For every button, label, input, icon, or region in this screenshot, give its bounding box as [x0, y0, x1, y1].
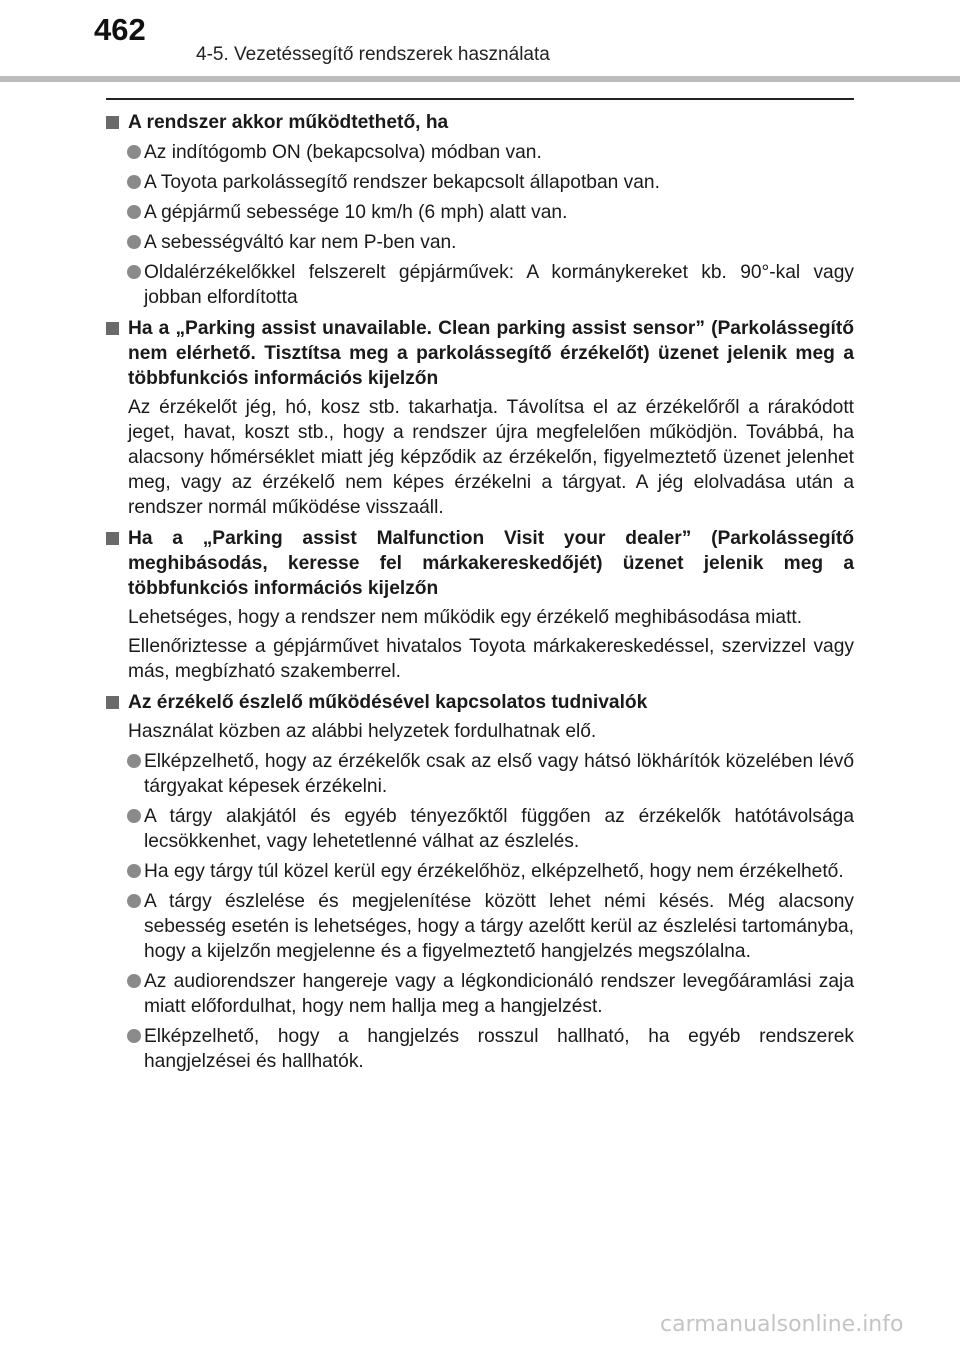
- section-title: [106, 110, 854, 135]
- list-item: [106, 170, 854, 195]
- list-item: [106, 969, 854, 1019]
- bullet-dot-icon: [127, 235, 141, 249]
- chapter-title: 4-5. Vezetéssegítő rendszerek használata: [196, 44, 550, 65]
- bullet-dot-icon: [127, 754, 141, 768]
- list-item-text: A tárgy észlelése és megjelenítése között lehet némi késés. Még alacsony sebesség esetén is lehetséges, hogy a tárgy azelőtt kerül az észlelési tartományba, hogy a kijelzőn megjelenne és a figyelmeztető hangjelzés megszólalna.: [144, 891, 854, 962]
- bullet-dot-icon: [127, 145, 141, 159]
- bullet-dot-icon: [127, 974, 141, 988]
- square-marker-icon: [106, 696, 119, 709]
- watermark: carmanualsonline.info: [660, 1312, 904, 1337]
- section-title-text: Ha a „Parking assist unavailable. Clean parking assist sensor” (Parkolássegítő nem elérhető. Tisztítsa meg a parkolássegítő érzékelőt) üzenet jelenik meg a többfunkciós információs kijelzőn: [128, 318, 854, 389]
- bullet-dot-icon: [127, 809, 141, 823]
- section-title: [106, 690, 854, 715]
- list-item: [106, 140, 854, 165]
- paragraph: Ellenőriztesse a gépjárművet hivatalos Toyota márkakereskedéssel, szervizzel vagy más, megbízható szakemberrel.: [128, 636, 854, 682]
- list-item: [106, 1024, 854, 1074]
- section-title-text: Az érzékelő észlelő működésével kapcsolatos tudnivalók: [128, 692, 648, 713]
- list-item: [106, 749, 854, 799]
- list-item: [106, 200, 854, 225]
- list-item-text: A tárgy alakjától és egyéb tényezőktől függően az érzékelők hatótávolsága lecsökkenhet, vagy lehetetlenné válhat az észlelés.: [144, 806, 854, 852]
- bullet-dot-icon: [127, 265, 141, 279]
- square-marker-icon: [106, 322, 119, 335]
- page-header: [0, 0, 960, 84]
- bullet-dot-icon: [127, 175, 141, 189]
- list-item-text: Elképzelhető, hogy a hangjelzés rosszul hallható, ha egyéb rendszerek hangjelzései és hallhatók.: [144, 1026, 854, 1072]
- bullet-dot-icon: [127, 1029, 141, 1043]
- list-item: [106, 804, 854, 854]
- list-item-text: Elképzelhető, hogy az érzékelők csak az első vagy hátsó lökhárítók közelében lévő tárgyakat képesek érzékelni.: [144, 751, 854, 797]
- paragraph: Használat közben az alábbi helyzetek fordulhatnak elő.: [128, 721, 597, 742]
- list-item: [106, 260, 854, 310]
- header-band: [0, 76, 960, 82]
- list-item: [106, 859, 854, 884]
- content: [106, 106, 854, 1074]
- paragraph: Lehetséges, hogy a rendszer nem működik egy érzékelő meghibásodása miatt.: [128, 607, 803, 628]
- section-title: [106, 316, 854, 391]
- section-title: [106, 526, 854, 601]
- square-marker-icon: [106, 116, 119, 129]
- square-marker-icon: [106, 532, 119, 545]
- list-item-text: Az audiorendszer hangereje vagy a légkondicionáló rendszer levegőáramlási zaja miatt előfordulhat, hogy nem hallja meg a hangjelzést.: [144, 971, 854, 1017]
- paragraph: Az érzékelőt jég, hó, kosz stb. takarhatja. Távolítsa el az érzékelőről a rárakódott jeget, havat, koszt stb., hogy a rendszer újra megfelelően működjön. Továbbá, ha alacsony hőmérséklet miatt jég képződik az érzékelőn, figyelmeztető üzenet jelenhet meg, vagy az érzékelő nem képes érzékelni a tárgyat. A jég elolvadása után a rendszer normál működése visszaáll.: [128, 397, 854, 518]
- list-item-text: Oldalérzékelőkkel felszerelt gépjárművek: A kormánykereket kb. 90°-kal vagy jobban elfordította: [144, 262, 854, 308]
- list-item-text: Az indítógomb ON (bekapcsolva) módban van.: [144, 142, 542, 163]
- list-item: [106, 230, 854, 255]
- section-title-text: Ha a „Parking assist Malfunction Visit your dealer” (Parkolássegítő meghibásodás, keresse fel márkakereskedőjét) üzenet jelenik meg a többfunkciós információs kijelzőn: [128, 528, 854, 599]
- list-item-text: A sebességváltó kar nem P-ben van.: [144, 232, 457, 253]
- page-number: 462: [94, 12, 146, 47]
- list-item-text: A Toyota parkolássegítő rendszer bekapcsolt állapotban van.: [144, 172, 660, 193]
- list-item-text: Ha egy tárgy túl közel kerül egy érzékelőhöz, elképzelhető, hogy nem érzékelhető.: [144, 861, 844, 882]
- bullet-dot-icon: [127, 894, 141, 908]
- section-title-text: A rendszer akkor működtethető, ha: [128, 112, 449, 133]
- top-rule: [106, 98, 854, 100]
- bullet-dot-icon: [127, 864, 141, 878]
- bullet-dot-icon: [127, 205, 141, 219]
- list-item-text: A gépjármű sebessége 10 km/h (6 mph) alatt van.: [144, 202, 568, 223]
- list-item: [106, 889, 854, 964]
